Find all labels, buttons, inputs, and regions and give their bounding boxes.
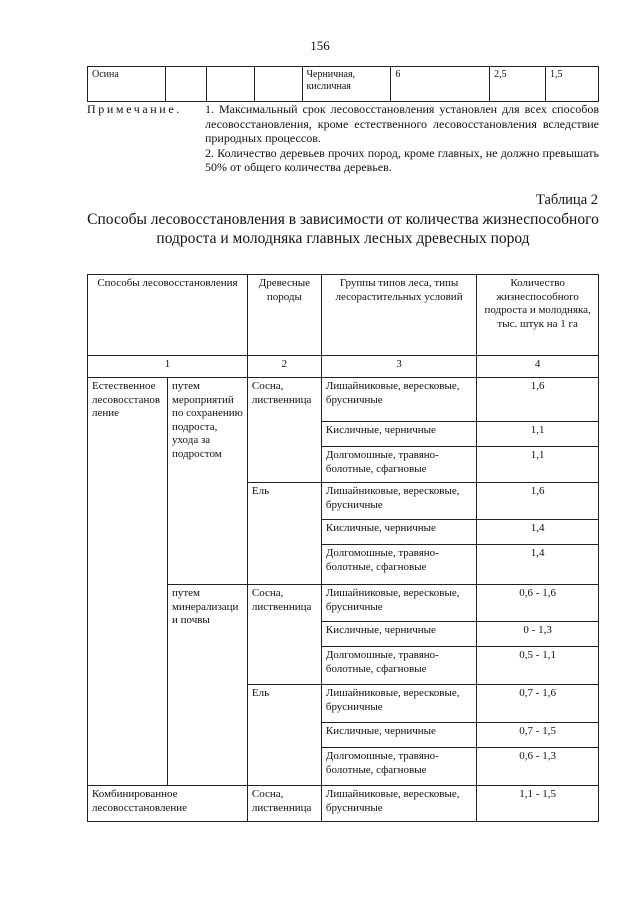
empty-cell — [206, 67, 254, 102]
value-cell: 0,7 - 1,6 — [477, 685, 599, 723]
forest-group-cell: Кисличные, черничные — [321, 520, 476, 545]
table-row — [88, 786, 599, 822]
forest-group-cell: Лишайниковые, вересковые, брусничные — [321, 685, 476, 723]
empty-cell — [165, 67, 206, 102]
column-number: 4 — [477, 356, 599, 378]
column-header: Группы типов леса, типы лесорастительных условий — [321, 275, 476, 356]
species-cell: Сосна, лиственница — [247, 585, 321, 685]
column-number: 3 — [321, 356, 476, 378]
column-header: Количество жизнеспособного подроста и молодняка, тыс. штук на 1 га — [477, 275, 599, 356]
value-cell: 1,4 — [477, 545, 599, 585]
value-cell: 1,4 — [477, 520, 599, 545]
page-number: 156 — [310, 38, 330, 53]
value-cell: 2,5 — [490, 67, 546, 102]
note-item: 2. Количество деревьев прочих пород, кроме главных, не должно превышать 50% от общего количества деревьев. — [205, 145, 599, 174]
submethod-cell: путем мероприятий по сохранению подроста, ухода за подростом — [167, 378, 247, 585]
value-cell: 0,6 - 1,3 — [477, 748, 599, 786]
species-cell: Осина — [88, 67, 166, 102]
method-cell: Естественное лесовосстанов ление — [88, 378, 168, 786]
table-row — [88, 378, 599, 422]
forest-group-cell: Лишайниковые, вересковые, брусничные — [321, 483, 476, 520]
value-cell: 1,1 — [477, 447, 599, 483]
value-cell: 1,1 - 1,5 — [477, 786, 599, 822]
column-number: 1 — [88, 356, 248, 378]
value-cell: 1,6 — [477, 378, 599, 422]
forest-group-cell: Кисличные, черничные — [321, 422, 476, 447]
table-2 — [87, 274, 599, 822]
value-cell: 0,7 - 1,5 — [477, 723, 599, 748]
value-cell: 0,6 - 1,6 — [477, 585, 599, 622]
forest-group-cell: Долгомошные, травяно-болотные, сфагновые — [321, 545, 476, 585]
table-row — [88, 67, 599, 102]
note-item: 1. Максимальный срок лесовосстановления установлен для всех способов лесовосстановления, кроме естественного лесовосстановления вследствие природных процессов. — [205, 102, 599, 145]
empty-cell — [254, 67, 302, 102]
method-cell: Комбинированное лесовосстановление — [88, 786, 248, 822]
forest-group-cell: Кисличные, черничные — [321, 622, 476, 647]
forest-group-cell: Долгомошные, травяно-болотные, сфагновые — [321, 748, 476, 786]
column-number: 2 — [247, 356, 321, 378]
species-cell: Ель — [247, 685, 321, 786]
notes-block — [87, 102, 599, 175]
species-cell: Сосна, лиственница — [247, 378, 321, 483]
column-header: Способы лесовосстановления — [88, 275, 248, 356]
value-cell: 6 — [391, 67, 490, 102]
forest-type-cell: Черничная, кисличная — [302, 67, 391, 102]
forest-group-cell: Долгомошные, травяно-болотные, сфагновые — [321, 447, 476, 483]
submethod-cell: путем минерализаци и почвы — [167, 585, 247, 786]
species-cell: Ель — [247, 483, 321, 585]
table-header-row — [88, 275, 599, 356]
continuation-table — [87, 66, 599, 102]
notes-label: Примечание. — [87, 102, 182, 116]
table-caption: Таблица 2 — [535, 192, 598, 208]
value-cell: 0 - 1,3 — [477, 622, 599, 647]
value-cell: 1,6 — [477, 483, 599, 520]
value-cell: 0,5 - 1,1 — [477, 647, 599, 685]
value-cell: 1,5 — [546, 67, 599, 102]
species-cell: Сосна, лиственница — [247, 786, 321, 822]
forest-group-cell: Лишайниковые, вересковые, брусничные — [321, 585, 476, 622]
column-header: Древесные породы — [247, 275, 321, 356]
column-number-row — [88, 356, 599, 378]
forest-group-cell: Лишайниковые, вересковые, брусничные — [321, 378, 476, 422]
forest-group-cell: Долгомошные, травяно-болотные, сфагновые — [321, 647, 476, 685]
forest-group-cell: Лишайниковые, вересковые, брусничные — [321, 786, 476, 822]
table-title: Способы лесовосстановления в зависимости от количества жизнеспособного подроста и молодняка главных лесных древесных пород — [87, 211, 599, 247]
value-cell: 1,1 — [477, 422, 599, 447]
forest-group-cell: Кисличные, черничные — [321, 723, 476, 748]
